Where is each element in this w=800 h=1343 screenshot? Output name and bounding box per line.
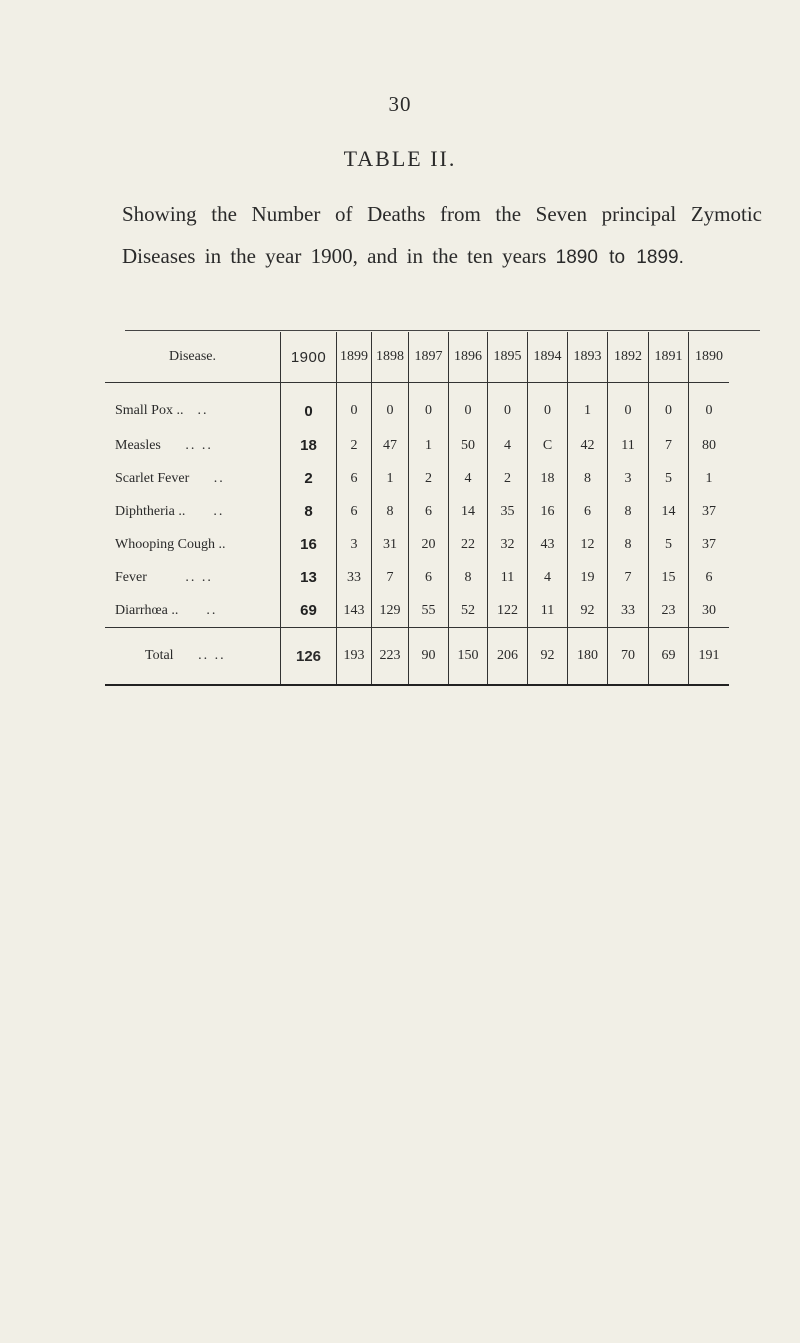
cell-value: 0 xyxy=(372,383,409,430)
cell-value: 8 xyxy=(372,495,409,528)
cell-value: 2 xyxy=(337,429,372,462)
total-value: 223 xyxy=(372,628,409,686)
disease-name: Measles .. .. xyxy=(115,437,213,453)
cell-value: 42 xyxy=(568,429,608,462)
header-year: 1895 xyxy=(488,332,528,383)
caption-year-range: 1890 to 1899. xyxy=(555,247,684,268)
caption-text: Showing the Number of Deaths from the Seven principal Zymotic Diseases in the year 1900, and in the ten years xyxy=(122,202,762,268)
cell-value: 16 xyxy=(528,495,568,528)
cell-value: 6 xyxy=(337,462,372,495)
cell-value: 129 xyxy=(372,594,409,628)
cell-value: 31 xyxy=(372,528,409,561)
cell-value: 0 xyxy=(449,383,488,430)
cell-value: 6 xyxy=(568,495,608,528)
header-row xyxy=(105,332,729,383)
cell-value: 69 xyxy=(281,594,337,628)
cell-value: 12 xyxy=(568,528,608,561)
cell-value: 1 xyxy=(372,462,409,495)
disease-name: Fever .. .. xyxy=(115,569,213,585)
total-value: 191 xyxy=(689,628,730,686)
disease-name: Scarlet Fever .. xyxy=(115,470,225,486)
cell-value: 50 xyxy=(449,429,488,462)
header-year: 1891 xyxy=(649,332,689,383)
total-value: 126 xyxy=(281,628,337,686)
header-year: 1894 xyxy=(528,332,568,383)
cell-value: 7 xyxy=(649,429,689,462)
total-value: 92 xyxy=(528,628,568,686)
total-value: 193 xyxy=(337,628,372,686)
cell-value: 33 xyxy=(337,561,372,594)
cell-value: 6 xyxy=(689,561,730,594)
cell-value: 0 xyxy=(608,383,649,430)
cell-value: 35 xyxy=(488,495,528,528)
cell-value: 80 xyxy=(689,429,730,462)
cell-value: 8 xyxy=(281,495,337,528)
table-row xyxy=(105,429,729,462)
cell-value: 1 xyxy=(568,383,608,430)
table-row xyxy=(105,462,729,495)
cell-value: 23 xyxy=(649,594,689,628)
cell-value: 55 xyxy=(409,594,449,628)
cell-value: 8 xyxy=(608,528,649,561)
cell-value: 16 xyxy=(281,528,337,561)
cell-value: 6 xyxy=(337,495,372,528)
header-year: 1890 xyxy=(689,332,730,383)
cell-value: 19 xyxy=(568,561,608,594)
table-row xyxy=(105,594,729,628)
cell-value: 15 xyxy=(649,561,689,594)
header-year: 1900 xyxy=(281,332,337,383)
cell-value: 0 xyxy=(409,383,449,430)
cell-value: 2 xyxy=(488,462,528,495)
cell-value: 0 xyxy=(337,383,372,430)
header-year: 1893 xyxy=(568,332,608,383)
header-year: 1898 xyxy=(372,332,409,383)
cell-value: 18 xyxy=(281,429,337,462)
cell-value: 5 xyxy=(649,528,689,561)
header-disease: Disease. xyxy=(105,332,281,383)
cell-value: 47 xyxy=(372,429,409,462)
total-value: 90 xyxy=(409,628,449,686)
total-value: 206 xyxy=(488,628,528,686)
cell-value: 11 xyxy=(608,429,649,462)
cell-value: 4 xyxy=(449,462,488,495)
cell-value: 11 xyxy=(528,594,568,628)
table-row xyxy=(105,528,729,561)
cell-value: 4 xyxy=(528,561,568,594)
cell-value: 0 xyxy=(281,383,337,430)
header-year: 1897 xyxy=(409,332,449,383)
total-value: 70 xyxy=(608,628,649,686)
cell-value: 1 xyxy=(409,429,449,462)
disease-name: Whooping Cough .. xyxy=(115,536,226,552)
header-year: 1899 xyxy=(337,332,372,383)
cell-value: 37 xyxy=(689,495,730,528)
cell-value: 14 xyxy=(649,495,689,528)
header-year: 1892 xyxy=(608,332,649,383)
cell-value: 5 xyxy=(649,462,689,495)
cell-value: 0 xyxy=(649,383,689,430)
cell-value: 0 xyxy=(488,383,528,430)
cell-value: 32 xyxy=(488,528,528,561)
header-year: 1896 xyxy=(449,332,488,383)
cell-value: 20 xyxy=(409,528,449,561)
cell-value: 92 xyxy=(568,594,608,628)
cell-value: 13 xyxy=(281,561,337,594)
cell-value: 8 xyxy=(568,462,608,495)
cell-value: 22 xyxy=(449,528,488,561)
cell-value: 4 xyxy=(488,429,528,462)
table-row xyxy=(105,495,729,528)
total-row xyxy=(105,628,729,686)
table-row xyxy=(105,561,729,594)
cell-value: 8 xyxy=(449,561,488,594)
cell-value: 0 xyxy=(689,383,730,430)
cell-value: 1 xyxy=(689,462,730,495)
cell-value: 2 xyxy=(281,462,337,495)
table-title: TABLE II. xyxy=(343,146,457,171)
cell-value: 14 xyxy=(449,495,488,528)
cell-value: 18 xyxy=(528,462,568,495)
cell-value: 11 xyxy=(488,561,528,594)
page-number: 30 xyxy=(388,92,412,116)
disease-name: Diarrhœa .. .. xyxy=(115,602,218,618)
cell-value: 30 xyxy=(689,594,730,628)
cell-value: 6 xyxy=(409,495,449,528)
cell-value: 52 xyxy=(449,594,488,628)
cell-value: C xyxy=(528,429,568,462)
total-value: 180 xyxy=(568,628,608,686)
cell-value: 3 xyxy=(337,528,372,561)
total-value: 150 xyxy=(449,628,488,686)
cell-value: 2 xyxy=(409,462,449,495)
cell-value: 122 xyxy=(488,594,528,628)
cell-value: 6 xyxy=(409,561,449,594)
cell-value: 143 xyxy=(337,594,372,628)
total-label: Total .. .. xyxy=(105,628,281,686)
cell-value: 0 xyxy=(528,383,568,430)
cell-value: 43 xyxy=(528,528,568,561)
table-caption xyxy=(122,193,762,279)
total-value: 69 xyxy=(649,628,689,686)
disease-name: Diphtheria .. .. xyxy=(115,503,225,519)
table-top-rule xyxy=(125,330,760,331)
cell-value: 37 xyxy=(689,528,730,561)
deaths-table xyxy=(105,332,729,686)
cell-value: 7 xyxy=(608,561,649,594)
cell-value: 3 xyxy=(608,462,649,495)
cell-value: 33 xyxy=(608,594,649,628)
table-row xyxy=(105,383,729,430)
cell-value: 8 xyxy=(608,495,649,528)
disease-name: Small Pox .. .. xyxy=(115,403,209,418)
cell-value: 7 xyxy=(372,561,409,594)
